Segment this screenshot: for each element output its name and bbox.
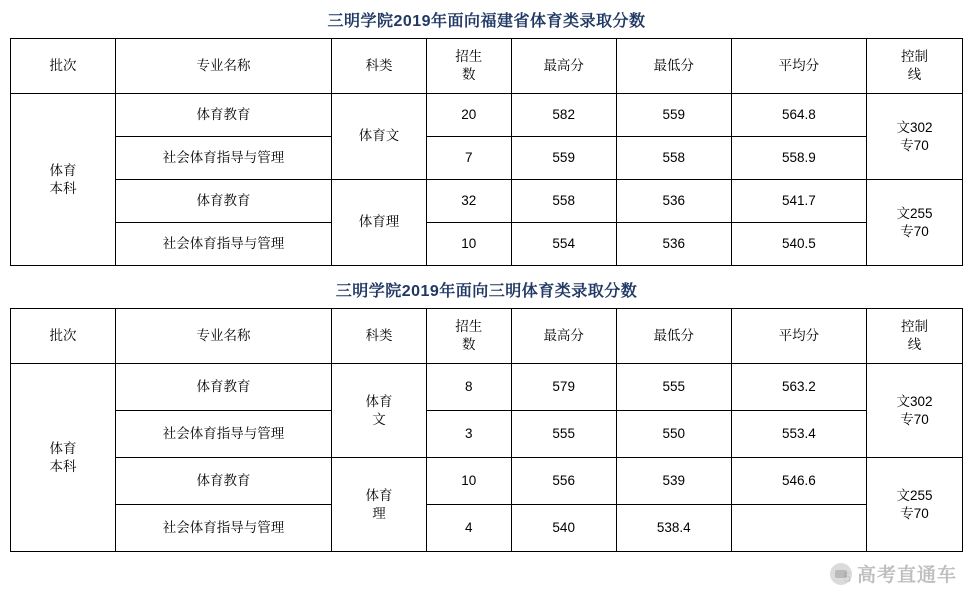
cell-control-line-line1: 文302 <box>896 393 933 409</box>
table-row <box>11 364 963 411</box>
cell-avg-score: 540.5 <box>731 223 866 266</box>
header-control-line-line1: 控制 <box>901 49 929 65</box>
cell-control-line-line2: 专70 <box>900 137 929 153</box>
cell-enroll-count: 8 <box>426 364 511 411</box>
header-avg-score: 平均分 <box>731 39 866 94</box>
header-enroll-count <box>426 309 511 364</box>
header-enroll-count <box>426 39 511 94</box>
cell-min-score: 538.4 <box>616 505 731 552</box>
header-enroll-count-line2: 数 <box>462 67 476 82</box>
table-row <box>11 137 963 180</box>
cell-pici <box>11 94 116 266</box>
header-major: 专业名称 <box>115 309 331 364</box>
cell-pici-line2: 本科 <box>49 180 77 196</box>
table-header-row <box>11 39 963 94</box>
header-kelei: 科类 <box>332 309 427 364</box>
cell-control-line <box>867 364 963 458</box>
cell-kelei: 体育文 <box>332 94 427 180</box>
cell-enroll-count: 7 <box>426 137 511 180</box>
header-max-score: 最高分 <box>511 309 616 364</box>
cell-avg-score: 563.2 <box>731 364 866 411</box>
table-block-fujian <box>0 0 973 266</box>
cell-min-score: 558 <box>616 137 731 180</box>
header-control-line <box>867 309 963 364</box>
cell-enroll-count: 32 <box>426 180 511 223</box>
cell-major: 体育教育 <box>115 94 331 137</box>
cell-max-score: 579 <box>511 364 616 411</box>
header-pici: 批次 <box>11 39 116 94</box>
cell-min-score: 536 <box>616 223 731 266</box>
cell-min-score: 559 <box>616 94 731 137</box>
cell-kelei-line1: 体育 <box>365 487 393 503</box>
cell-major: 社会体育指导与管理 <box>115 223 331 266</box>
table-title-fujian: 三明学院2019年面向福建省体育类录取分数 <box>327 13 646 30</box>
cell-enroll-count: 3 <box>426 411 511 458</box>
cell-control-line-line2: 专70 <box>900 505 929 521</box>
car-icon <box>830 563 852 585</box>
cell-major: 体育教育 <box>115 458 331 505</box>
cell-max-score: 554 <box>511 223 616 266</box>
cell-control-line-line1: 文255 <box>896 205 933 221</box>
cell-major: 社会体育指导与管理 <box>115 505 331 552</box>
cell-max-score: 555 <box>511 411 616 458</box>
cell-enroll-count: 10 <box>426 458 511 505</box>
cell-max-score: 558 <box>511 180 616 223</box>
header-max-score: 最高分 <box>511 39 616 94</box>
cell-avg-score: 564.8 <box>731 94 866 137</box>
header-enroll-count-line2: 数 <box>462 337 476 352</box>
cell-enroll-count: 4 <box>426 505 511 552</box>
cell-kelei <box>332 364 427 458</box>
cell-kelei-line2: 理 <box>372 505 386 521</box>
header-control-line-line2: 线 <box>907 337 922 352</box>
cell-enroll-count: 10 <box>426 223 511 266</box>
table-header-row <box>11 309 963 364</box>
cell-avg-score: 541.7 <box>731 180 866 223</box>
cell-control-line-line1: 文255 <box>896 487 933 503</box>
cell-kelei: 体育理 <box>332 180 427 266</box>
table-row <box>11 94 963 137</box>
header-kelei: 科类 <box>332 39 427 94</box>
cell-major: 社会体育指导与管理 <box>115 411 331 458</box>
cell-control-line <box>867 180 963 266</box>
score-table-fujian <box>10 38 963 266</box>
header-min-score: 最低分 <box>616 309 731 364</box>
table-row <box>11 180 963 223</box>
header-avg-score: 平均分 <box>731 309 866 364</box>
cell-major: 体育教育 <box>115 364 331 411</box>
header-control-line-line2: 线 <box>907 67 922 82</box>
cell-major: 社会体育指导与管理 <box>115 137 331 180</box>
cell-min-score: 539 <box>616 458 731 505</box>
header-control-line <box>867 39 963 94</box>
header-control-line-line1: 控制 <box>901 319 929 335</box>
cell-kelei-line1: 体育 <box>365 393 393 409</box>
cell-max-score: 559 <box>511 137 616 180</box>
score-table-sanming <box>10 308 963 552</box>
table-row <box>11 411 963 458</box>
cell-kelei-line2: 文 <box>372 411 386 427</box>
watermark-label: 高考直通车 <box>856 565 957 586</box>
header-pici: 批次 <box>11 309 116 364</box>
cell-control-line-line2: 专70 <box>900 223 929 239</box>
cell-control-line-line2: 专70 <box>900 411 929 427</box>
cell-enroll-count: 20 <box>426 94 511 137</box>
cell-avg-score: 553.4 <box>731 411 866 458</box>
cell-min-score: 555 <box>616 364 731 411</box>
cell-control-line-line1: 文302 <box>896 119 933 135</box>
cell-avg-score: 558.9 <box>731 137 866 180</box>
cell-major: 体育教育 <box>115 180 331 223</box>
cell-pici-line1: 体育 <box>49 162 77 178</box>
cell-pici-line2: 本科 <box>49 458 77 474</box>
cell-min-score: 536 <box>616 180 731 223</box>
cell-kelei <box>332 458 427 552</box>
table-row <box>11 458 963 505</box>
header-enroll-count-line1: 招生 <box>455 49 483 65</box>
cell-avg-score: 546.6 <box>731 458 866 505</box>
cell-max-score: 582 <box>511 94 616 137</box>
header-enroll-count-line1: 招生 <box>455 319 483 335</box>
cell-pici <box>11 364 116 552</box>
table-block-sanming <box>0 266 973 552</box>
cell-max-score: 556 <box>511 458 616 505</box>
cell-max-score: 540 <box>511 505 616 552</box>
cell-control-line <box>867 458 963 552</box>
table-row <box>11 505 963 552</box>
header-major: 专业名称 <box>115 39 331 94</box>
table-row <box>11 223 963 266</box>
cell-min-score: 550 <box>616 411 731 458</box>
table-title-sanming: 三明学院2019年面向三明体育类录取分数 <box>335 283 638 300</box>
cell-pici-line1: 体育 <box>49 440 77 456</box>
watermark <box>830 560 957 587</box>
header-min-score: 最低分 <box>616 39 731 94</box>
cell-avg-score <box>731 505 866 552</box>
cell-control-line <box>867 94 963 180</box>
